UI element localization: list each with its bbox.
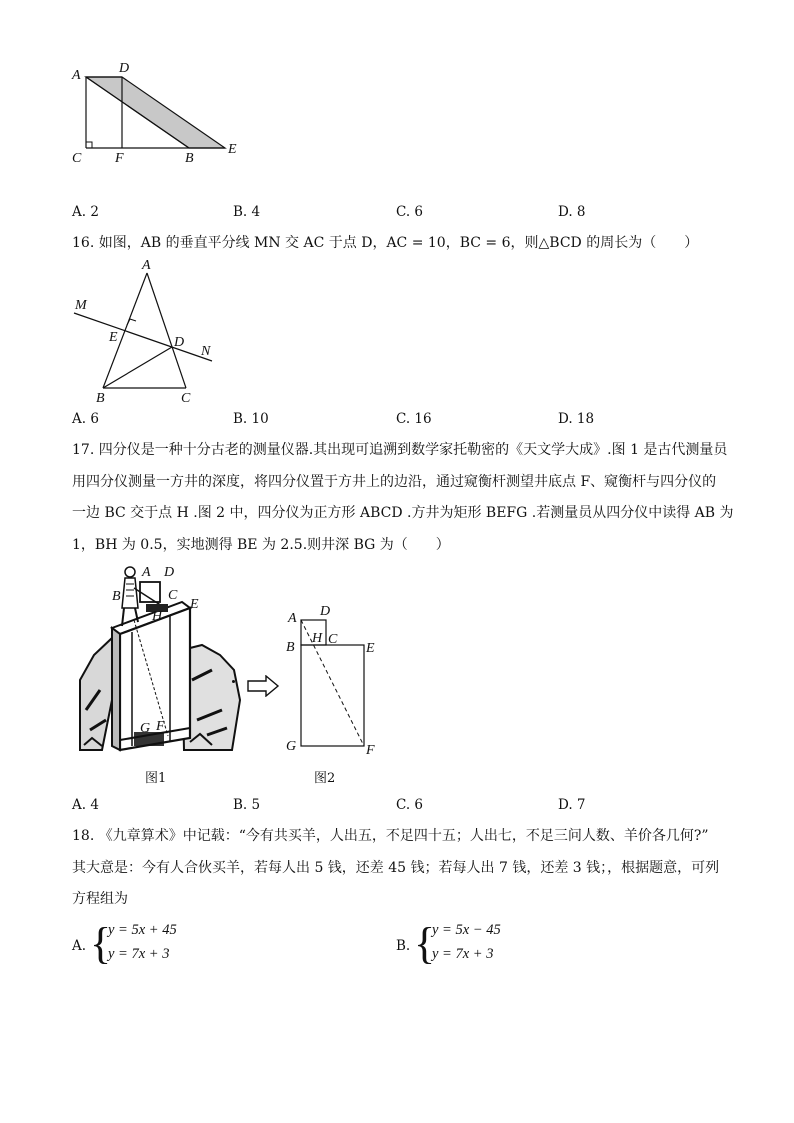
- label-E: E: [228, 142, 237, 157]
- q18-stem-line-1: 18. 《九章算术》中记载：“今有共买羊，人出五，不足四十五；人出七，不足三问人数、羊价各几何?”: [72, 828, 709, 844]
- q17-stem-line-2: 用四分仪测量一方井的深度，将四分仪置于方井上的边沿，通过窥衡杆测望井底点 F、窥衡杆与四分仪的: [72, 474, 717, 490]
- q15-option-a[interactable]: A. 2: [72, 204, 99, 220]
- q18-option-a[interactable]: [72, 920, 272, 972]
- fig1-label-C: C: [168, 588, 178, 603]
- label-B: B: [185, 151, 194, 166]
- shaded-parallelogram: [86, 77, 225, 148]
- q16-option-b[interactable]: B. 10: [233, 411, 269, 427]
- fig2-label-A: A: [288, 611, 297, 626]
- fig1-label-D: D: [164, 565, 175, 580]
- brace-icon: {: [90, 919, 112, 968]
- q18-option-b-eq1: y = 5x − 45: [432, 922, 501, 938]
- segment-AC: [147, 273, 186, 388]
- q18-option-a-eq1: y = 5x + 45: [108, 922, 177, 938]
- fig1-label-G: G: [140, 721, 151, 736]
- q16-option-c[interactable]: C. 16: [396, 411, 432, 427]
- dot-marker: [232, 680, 235, 683]
- fig1-label-A: A: [142, 565, 151, 580]
- q17-stem-line-3: 一边 BC 交于点 H .图 2 中，四分仪为正方形 ABCD .方井为矩形 BEFG .若测量员从四分仪中读得 AB 为: [72, 505, 734, 521]
- label-N: N: [201, 344, 211, 359]
- label-B: B: [96, 391, 105, 405]
- q17-option-d[interactable]: D. 7: [558, 797, 586, 813]
- fig1-label-B: B: [112, 589, 121, 604]
- q18-option-a-label: A.: [72, 938, 87, 954]
- q17-option-b[interactable]: B. 5: [233, 797, 261, 813]
- fig2-label-D: D: [320, 604, 331, 619]
- label-D: D: [174, 335, 185, 350]
- q16-figure: [60, 255, 230, 405]
- q18-option-a-eq2: y = 7x + 3: [108, 946, 170, 962]
- label-C: C: [72, 151, 82, 166]
- q15-option-c[interactable]: C. 6: [396, 204, 424, 220]
- label-D: D: [119, 61, 130, 76]
- q15-figure: [60, 55, 260, 170]
- q18-option-b[interactable]: [396, 920, 596, 972]
- q15-option-d[interactable]: D. 8: [558, 204, 586, 220]
- q18-stem-line-2: 其大意是：今有人合伙买羊，若每人出 5 钱，还差 45 钱；若每人出 7 钱，还差 3 钱；，根据题意，可列: [72, 860, 720, 876]
- q16-option-d[interactable]: D. 18: [558, 411, 595, 427]
- fig2-label-E: E: [366, 641, 375, 656]
- right-angle-mark: [127, 319, 136, 325]
- fig1-label-F: F: [156, 719, 165, 734]
- rectangle-BEFG: [301, 645, 364, 746]
- label-M: M: [75, 298, 87, 313]
- q17-option-c[interactable]: C. 6: [396, 797, 424, 813]
- q17-fig1-illustration: [72, 560, 247, 760]
- label-A: A: [72, 68, 81, 83]
- q18-option-b-eq2: y = 7x + 3: [432, 946, 494, 962]
- fig2-label-B: B: [286, 640, 295, 655]
- fig2-label-G: G: [286, 739, 297, 754]
- line-MN: [74, 313, 212, 361]
- arrow-icon: [246, 675, 280, 697]
- brace-icon: {: [414, 919, 436, 968]
- q17-fig2-diagram: [282, 600, 382, 760]
- fig1-label-H: H: [152, 609, 163, 624]
- fig2-caption: 图2: [314, 771, 336, 786]
- fig1-caption: 图1: [145, 771, 167, 786]
- q18-option-b-label: B.: [396, 938, 411, 954]
- label-A: A: [142, 258, 151, 273]
- q17-option-a[interactable]: A. 4: [72, 797, 99, 813]
- q17-stem-line-4: 1，BH 为 0.5，实地测得 BE 为 2.5.则井深 BG 为（ ）: [72, 537, 450, 553]
- segment-BD: [103, 347, 172, 388]
- fig1-label-E: E: [190, 597, 199, 612]
- q18-stem-line-3: 方程组为: [72, 891, 128, 907]
- q16-option-a[interactable]: A. 6: [72, 411, 99, 427]
- fig2-label-F: F: [366, 743, 375, 758]
- q16-stem: 16. 如图，AB 的垂直平分线 MN 交 AC 于点 D，AC = 10，BC = 6，则△BCD 的周长为（ ）: [72, 235, 699, 251]
- fig2-label-C: C: [328, 632, 338, 647]
- fig2-label-H: H: [312, 631, 323, 646]
- right-angle-mark: [86, 142, 92, 148]
- label-F: F: [115, 151, 124, 166]
- label-C: C: [181, 391, 191, 405]
- q15-option-b[interactable]: B. 4: [233, 204, 261, 220]
- q17-stem-line-1: 17. 四分仪是一种十分古老的测量仪器.其出现可追溯到数学家托勒密的《天文学大成》.图 1 是古代测量员: [72, 442, 728, 458]
- label-E: E: [109, 330, 118, 345]
